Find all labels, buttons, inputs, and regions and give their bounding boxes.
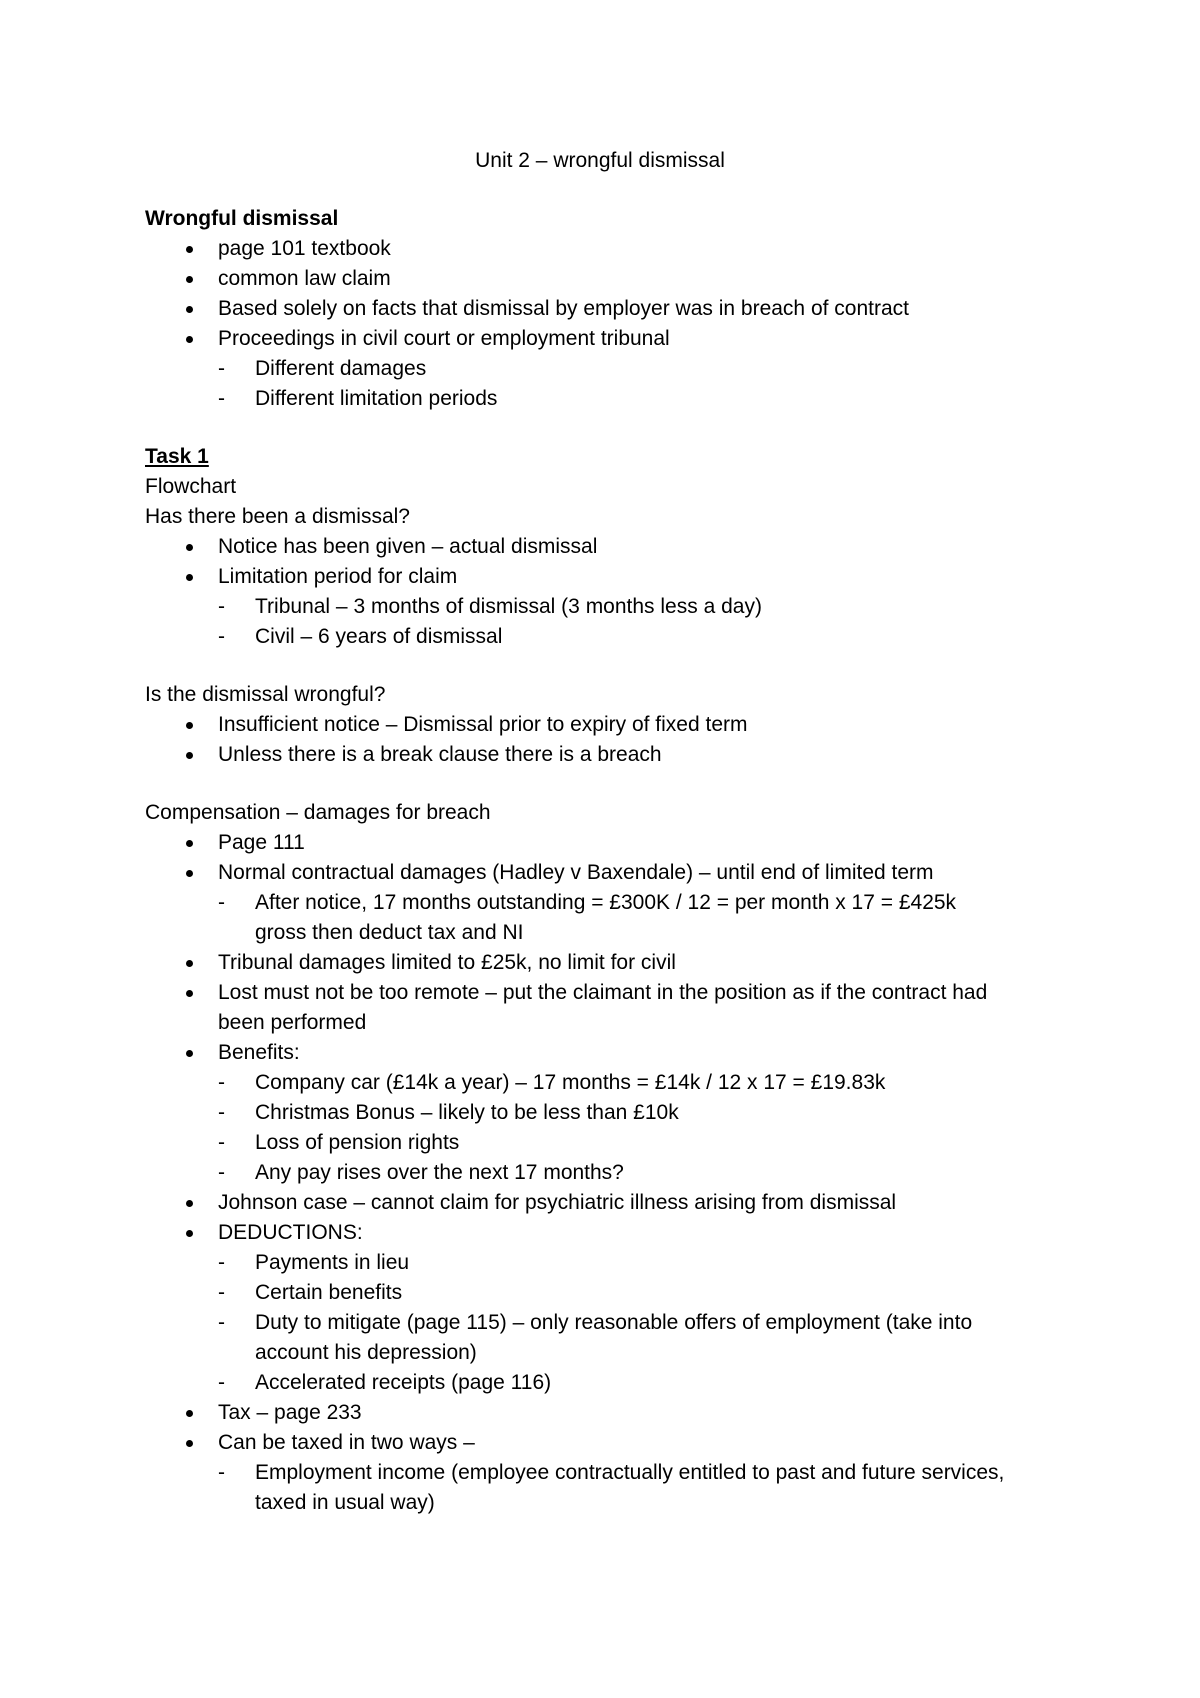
sub-list-item: Employment income (employee contractually entitled to past and future services, [255, 1461, 1005, 1484]
bullet-icon [186, 246, 193, 253]
dash-icon: - [218, 387, 225, 410]
bullet-icon [186, 840, 193, 847]
sub-list-item: Payments in lieu [255, 1251, 410, 1274]
list-item: Limitation period for claim [218, 565, 458, 588]
bullet-icon [186, 1050, 193, 1057]
list-item: Insufficient notice – Dismissal prior to expiry of fixed term [218, 713, 748, 736]
list-item: Lost must not be too remote – put the claimant in the position as if the contract had [218, 981, 988, 1004]
list-item: page 101 textbook [218, 237, 391, 260]
list-item: Johnson case – cannot claim for psychiatric illness arising from dismissal [218, 1191, 897, 1214]
sub-list-item: Different damages [255, 357, 427, 380]
dash-icon: - [218, 1281, 225, 1304]
list-item-continued: been performed [218, 1011, 367, 1034]
list-item: Tribunal damages limited to £25k, no limit for civil [218, 951, 676, 974]
sub-list-item-continued: gross then deduct tax and NI [255, 921, 524, 944]
dash-icon: - [218, 1101, 225, 1124]
bullet-icon [186, 870, 193, 877]
bullet-icon [186, 544, 193, 551]
sub-list-item: Duty to mitigate (page 115) – only reasonable offers of employment (take into [255, 1311, 973, 1334]
question-wrongful: Is the dismissal wrongful? [145, 683, 386, 706]
flowchart-label: Flowchart [145, 475, 237, 498]
sub-list-item: Any pay rises over the next 17 months? [255, 1161, 624, 1184]
heading-task-1: Task 1 [145, 445, 209, 468]
list-item: DEDUCTIONS: [218, 1221, 363, 1244]
bullet-icon [186, 574, 193, 581]
dash-icon: - [218, 357, 225, 380]
sub-list-item: Company car (£14k a year) – 17 months = £14k / 12 x 17 = £19.83k [255, 1071, 886, 1094]
bullet-icon [186, 1200, 193, 1207]
list-item: Tax – page 233 [218, 1401, 362, 1424]
sub-list-item: After notice, 17 months outstanding = £300K / 12 = per month x 17 = £425k [255, 891, 957, 914]
bullet-icon [186, 276, 193, 283]
bullet-icon [186, 990, 193, 997]
dash-icon: - [218, 1071, 225, 1094]
dash-icon: - [218, 1311, 225, 1334]
sub-list-item-continued: account his depression) [255, 1341, 477, 1364]
dash-icon: - [218, 1131, 225, 1154]
dash-icon: - [218, 1161, 225, 1184]
bullet-icon [186, 960, 193, 967]
sub-list-item: Civil – 6 years of dismissal [255, 625, 503, 648]
sub-list-item: Certain benefits [255, 1281, 403, 1304]
question-dismissal: Has there been a dismissal? [145, 505, 410, 528]
sub-list-item: Accelerated receipts (page 116) [255, 1371, 552, 1394]
list-item: Proceedings in civil court or employment tribunal [218, 327, 670, 350]
bullet-icon [186, 722, 193, 729]
sub-list-item-continued: taxed in usual way) [255, 1491, 435, 1514]
dash-icon: - [218, 625, 225, 648]
list-item: Unless there is a break clause there is a breach [218, 743, 662, 766]
sub-list-item: Tribunal – 3 months of dismissal (3 months less a day) [255, 595, 762, 618]
list-item: Based solely on facts that dismissal by employer was in breach of contract [218, 297, 909, 320]
sub-list-item: Different limitation periods [255, 387, 498, 410]
heading-compensation: Compensation – damages for breach [145, 801, 491, 824]
bullet-icon [186, 752, 193, 759]
bullet-icon [186, 1410, 193, 1417]
list-item: Can be taxed in two ways – [218, 1431, 475, 1454]
list-item: common law claim [218, 267, 391, 290]
dash-icon: - [218, 1251, 225, 1274]
sub-list-item: Loss of pension rights [255, 1131, 460, 1154]
list-item: Benefits: [218, 1041, 300, 1064]
dash-icon: - [218, 595, 225, 618]
bullet-icon [186, 306, 193, 313]
dash-icon: - [218, 891, 225, 914]
heading-wrongful-dismissal: Wrongful dismissal [145, 207, 339, 230]
list-item: Normal contractual damages (Hadley v Baxendale) – until end of limited term [218, 861, 934, 884]
dash-icon: - [218, 1461, 225, 1484]
dash-icon: - [218, 1371, 225, 1394]
list-item: Notice has been given – actual dismissal [218, 535, 598, 558]
bullet-icon [186, 1440, 193, 1447]
list-item: Page 111 [218, 831, 305, 854]
sub-list-item: Christmas Bonus – likely to be less than £10k [255, 1101, 679, 1124]
bullet-icon [186, 336, 193, 343]
page-title: Unit 2 – wrongful dismissal [475, 149, 725, 172]
bullet-icon [186, 1230, 193, 1237]
